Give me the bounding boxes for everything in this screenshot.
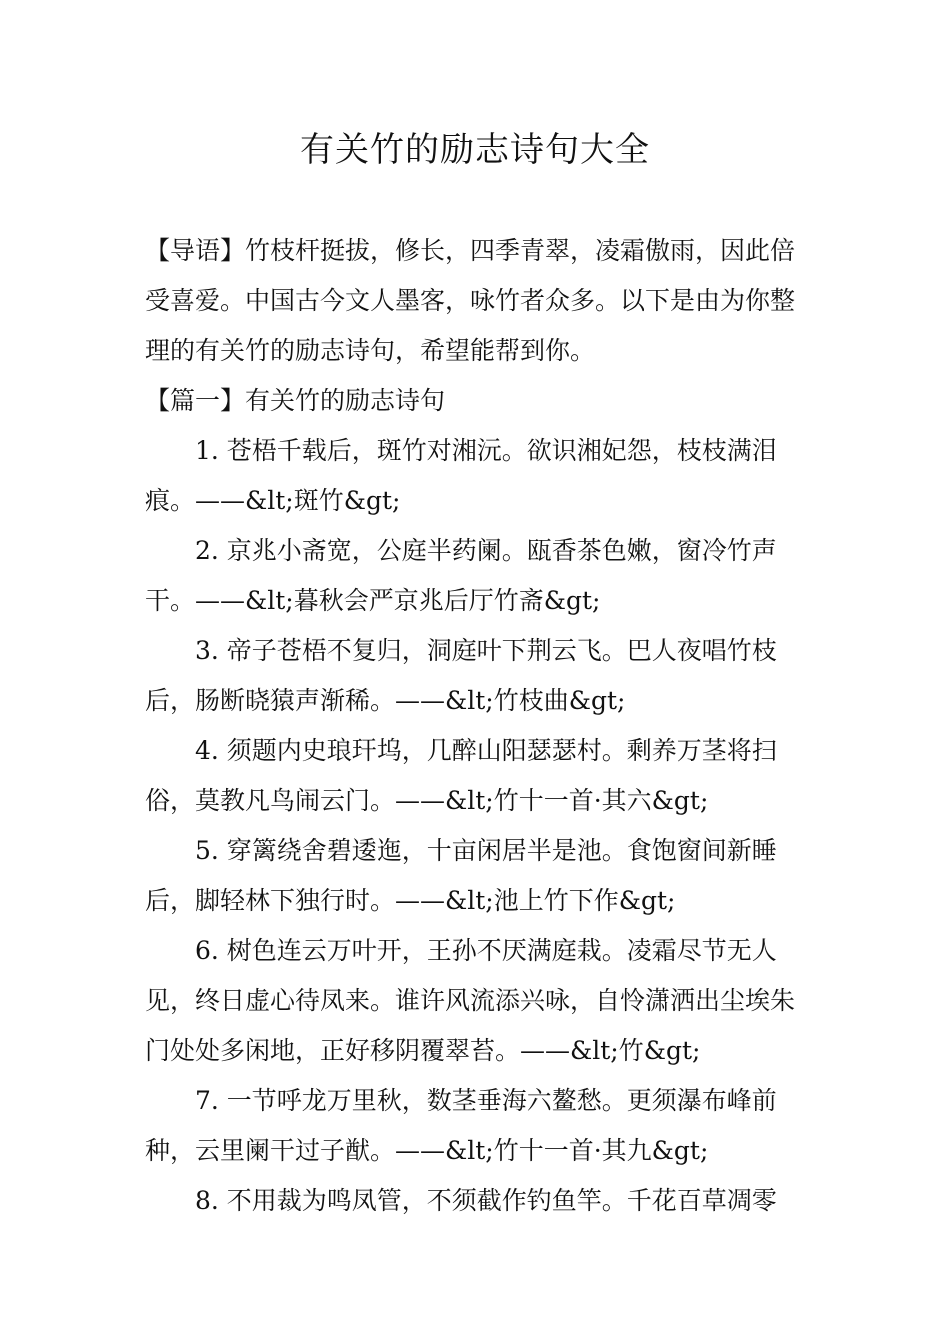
poem-item-4: 4. 须题内史琅玕坞，几醉山阳瑟瑟村。剩养万茎将扫俗，莫教凡鸟闹云门。——&lt;竹十一首·其六&gt;	[145, 736, 777, 815]
section-heading: 【篇一】有关竹的励志诗句	[145, 386, 446, 415]
poem-item-6: 6. 树色连云万叶开，王孙不厌满庭栽。凌霜尽节无人见，终日虚心待凤来。谁许风流添兴咏，自怜潇洒出尘埃朱门处处多闲地，正好移阴覆翠苔。——&lt;竹&gt;	[145, 936, 796, 1065]
document-body	[145, 226, 807, 1226]
poem-item-8: 8. 不用裁为鸣凤管，不须截作钓鱼竿。千花百草凋零	[195, 1186, 777, 1215]
poem-item-5: 5. 穿篱绕舍碧逶迤，十亩闲居半是池。食饱窗间新睡后，脚轻林下独行时。——&lt;池上竹下作&gt;	[145, 836, 777, 915]
poem-item-1: 1. 苍梧千载后，斑竹对湘沅。欲识湘妃怨，枝枝满泪痕。——&lt;斑竹&gt;	[145, 436, 777, 515]
poem-item-2: 2. 京兆小斋宽，公庭半药阑。瓯香茶色嫩，窗冷竹声干。——&lt;暮秋会严京兆后厅竹斋&gt;	[145, 536, 777, 615]
poem-item-7: 7. 一节呼龙万里秋，数茎垂海六鳌愁。更须瀑布峰前种，云里阑干过子猷。——&lt;竹十一首·其九&gt;	[145, 1086, 777, 1165]
document-title: 有关竹的励志诗句大全	[300, 130, 650, 170]
intro-paragraph: 【导语】竹枝杆挺拔，修长，四季青翠，凌霜傲雨，因此倍受喜爱。中国古今文人墨客，咏竹者众多。以下是由为你整理的有关竹的励志诗句，希望能帮到你。	[145, 236, 796, 365]
poem-item-3: 3. 帝子苍梧不复归，洞庭叶下荆云飞。巴人夜唱竹枝后，肠断晓猿声渐稀。——&lt;竹枝曲&gt;	[145, 636, 777, 715]
